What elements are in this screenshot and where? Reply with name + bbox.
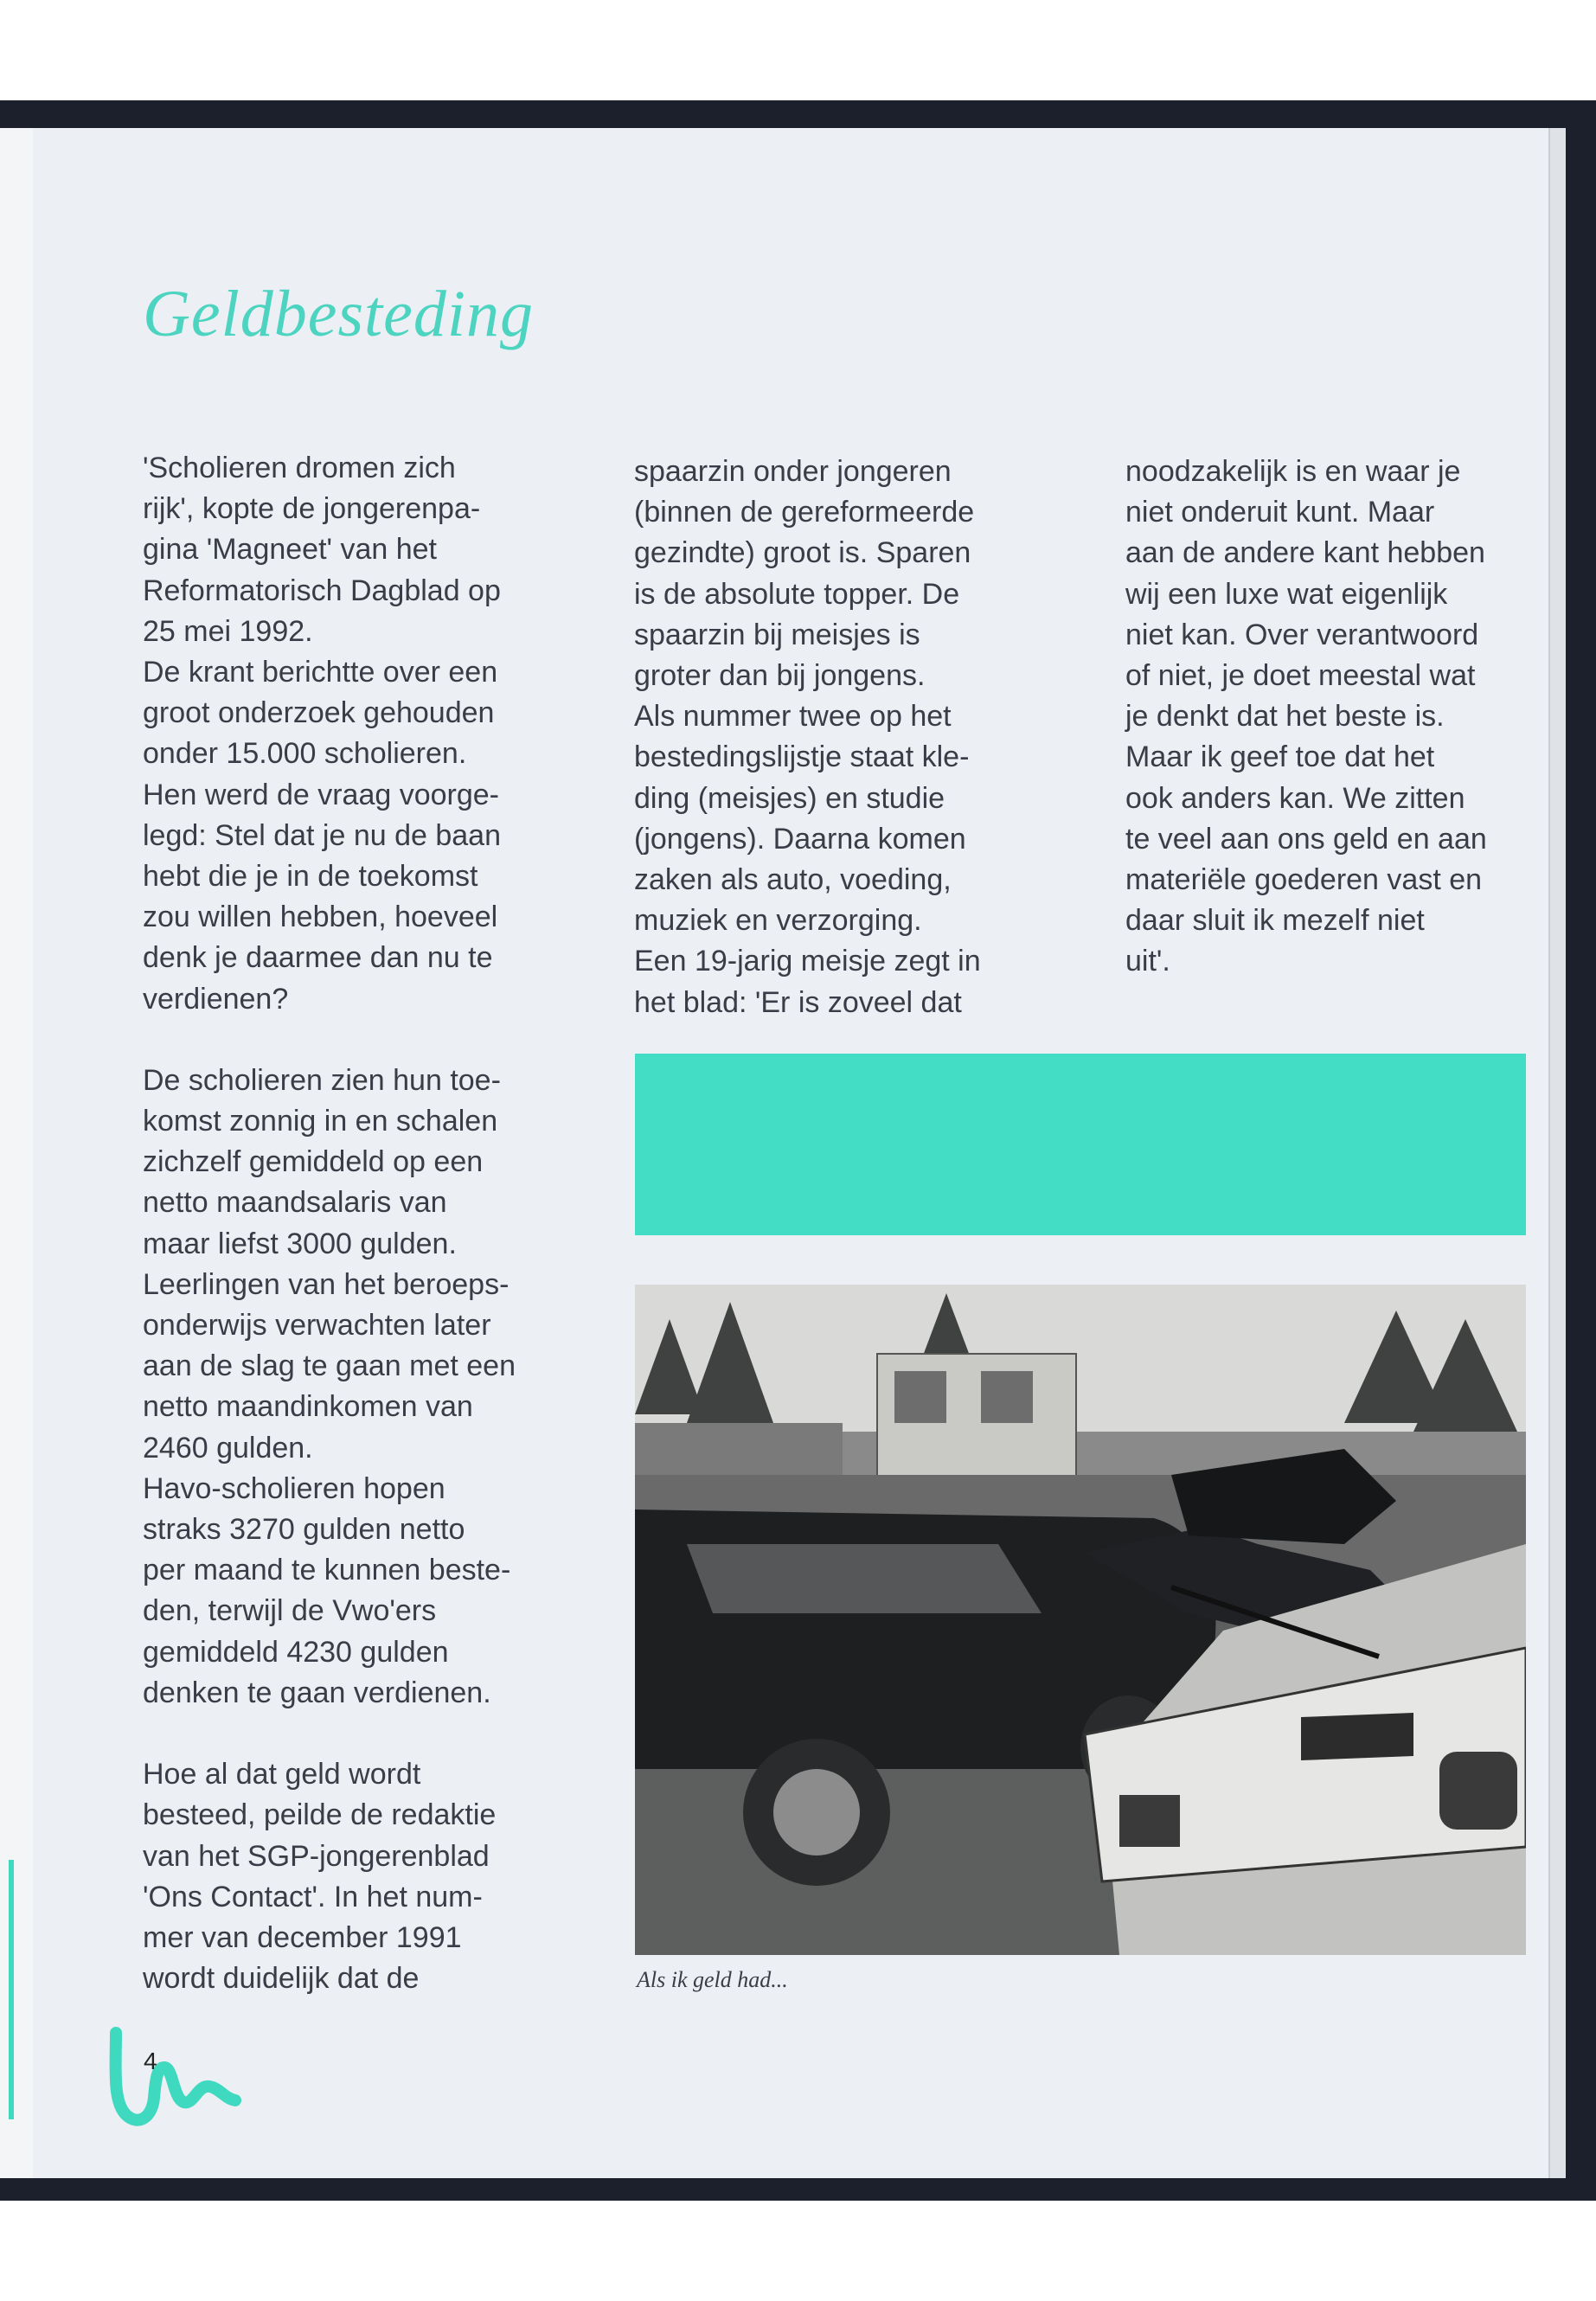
page-left-edge [0, 128, 33, 2178]
right-binding-edge [1566, 100, 1596, 2201]
teal-color-block [635, 1054, 1526, 1235]
top-binding-bar [0, 100, 1596, 128]
text-column-3 [1125, 452, 1541, 1023]
text-column-1 [143, 448, 549, 2040]
paragraph: spaarzin onder jongeren (binnen de gereformeerde gezindte) groot is. Sparen is de absolute topper. De spaarzin bij meisjes is groter dan bij jongens. Als nummer twee op het bestedingslijstje staat kle- ding (meisjes) en studie (jongens). Daarna komen zaken als auto, voeding, muziek en verzorging. Een 19-jarig meisje zegt in het blad: 'Er is zoveel dat [634, 455, 981, 1019]
magazine-logo-icon [104, 2016, 242, 2128]
paragraph: Hoe al dat geld wordt besteed, peilde de redaktie van het SGP-jongerenblad 'Ons Contact'. In het num- mer van december 1991 wordt duidelijk dat de [143, 1758, 497, 1996]
paragraph: 'Scholieren dromen zich rijk', kopte de jongerenpa- gina 'Magneet' van het Reformatorisch Dagblad op 25 mei 1992. De krant berichtte over een groot onderzoek gehouden onder 15.000 scholieren. Hen werd de vraag voorge- legd: Stel dat je nu de baan hebt die je in de toekomst zou willen hebben, hoeveel denk je daarmee dan nu te verdienen? [143, 452, 501, 1016]
parking-lot-photo [635, 1285, 1526, 1955]
paragraph: noodzakelijk is en waar je niet onderuit kunt. Maar aan de andere kant hebben wij een luxe wat eigenlijk niet kan. Over verantwoord of niet, je doet meestal wat je denkt dat het beste is. Maar ik geef toe dat het ook anders kan. We zitten te veel aan ons geld en aan materiële goederen vast en daar sluit ik mezelf niet uit'. [1125, 455, 1487, 978]
left-green-strip [9, 1860, 14, 2119]
text-column-2 [634, 452, 1049, 1064]
article-title: Geldbesteding [143, 278, 535, 350]
photo-caption: Als ik geld had... [637, 1967, 788, 1992]
page-number: 4 [144, 2048, 157, 2074]
parking-lot-photo-illustration [635, 1285, 1526, 1955]
paragraph: De scholieren zien hun toe- komst zonnig in en schalen zichzelf gemiddeld op een netto maandsalaris van maar liefst 3000 gulden. Leerlingen van het beroeps- onderwijs verwachten later aan de slag te gaan met een netto maandinkomen van 2460 gulden. Havo-scholieren hopen straks 3270 gulden netto per maand te kunnen beste- den, terwijl de Vwo'ers gemiddeld 4230 gulden denken te gaan verdienen. [143, 1063, 516, 1709]
page-spine [1548, 128, 1567, 2178]
bottom-binding-bar [0, 2178, 1596, 2201]
